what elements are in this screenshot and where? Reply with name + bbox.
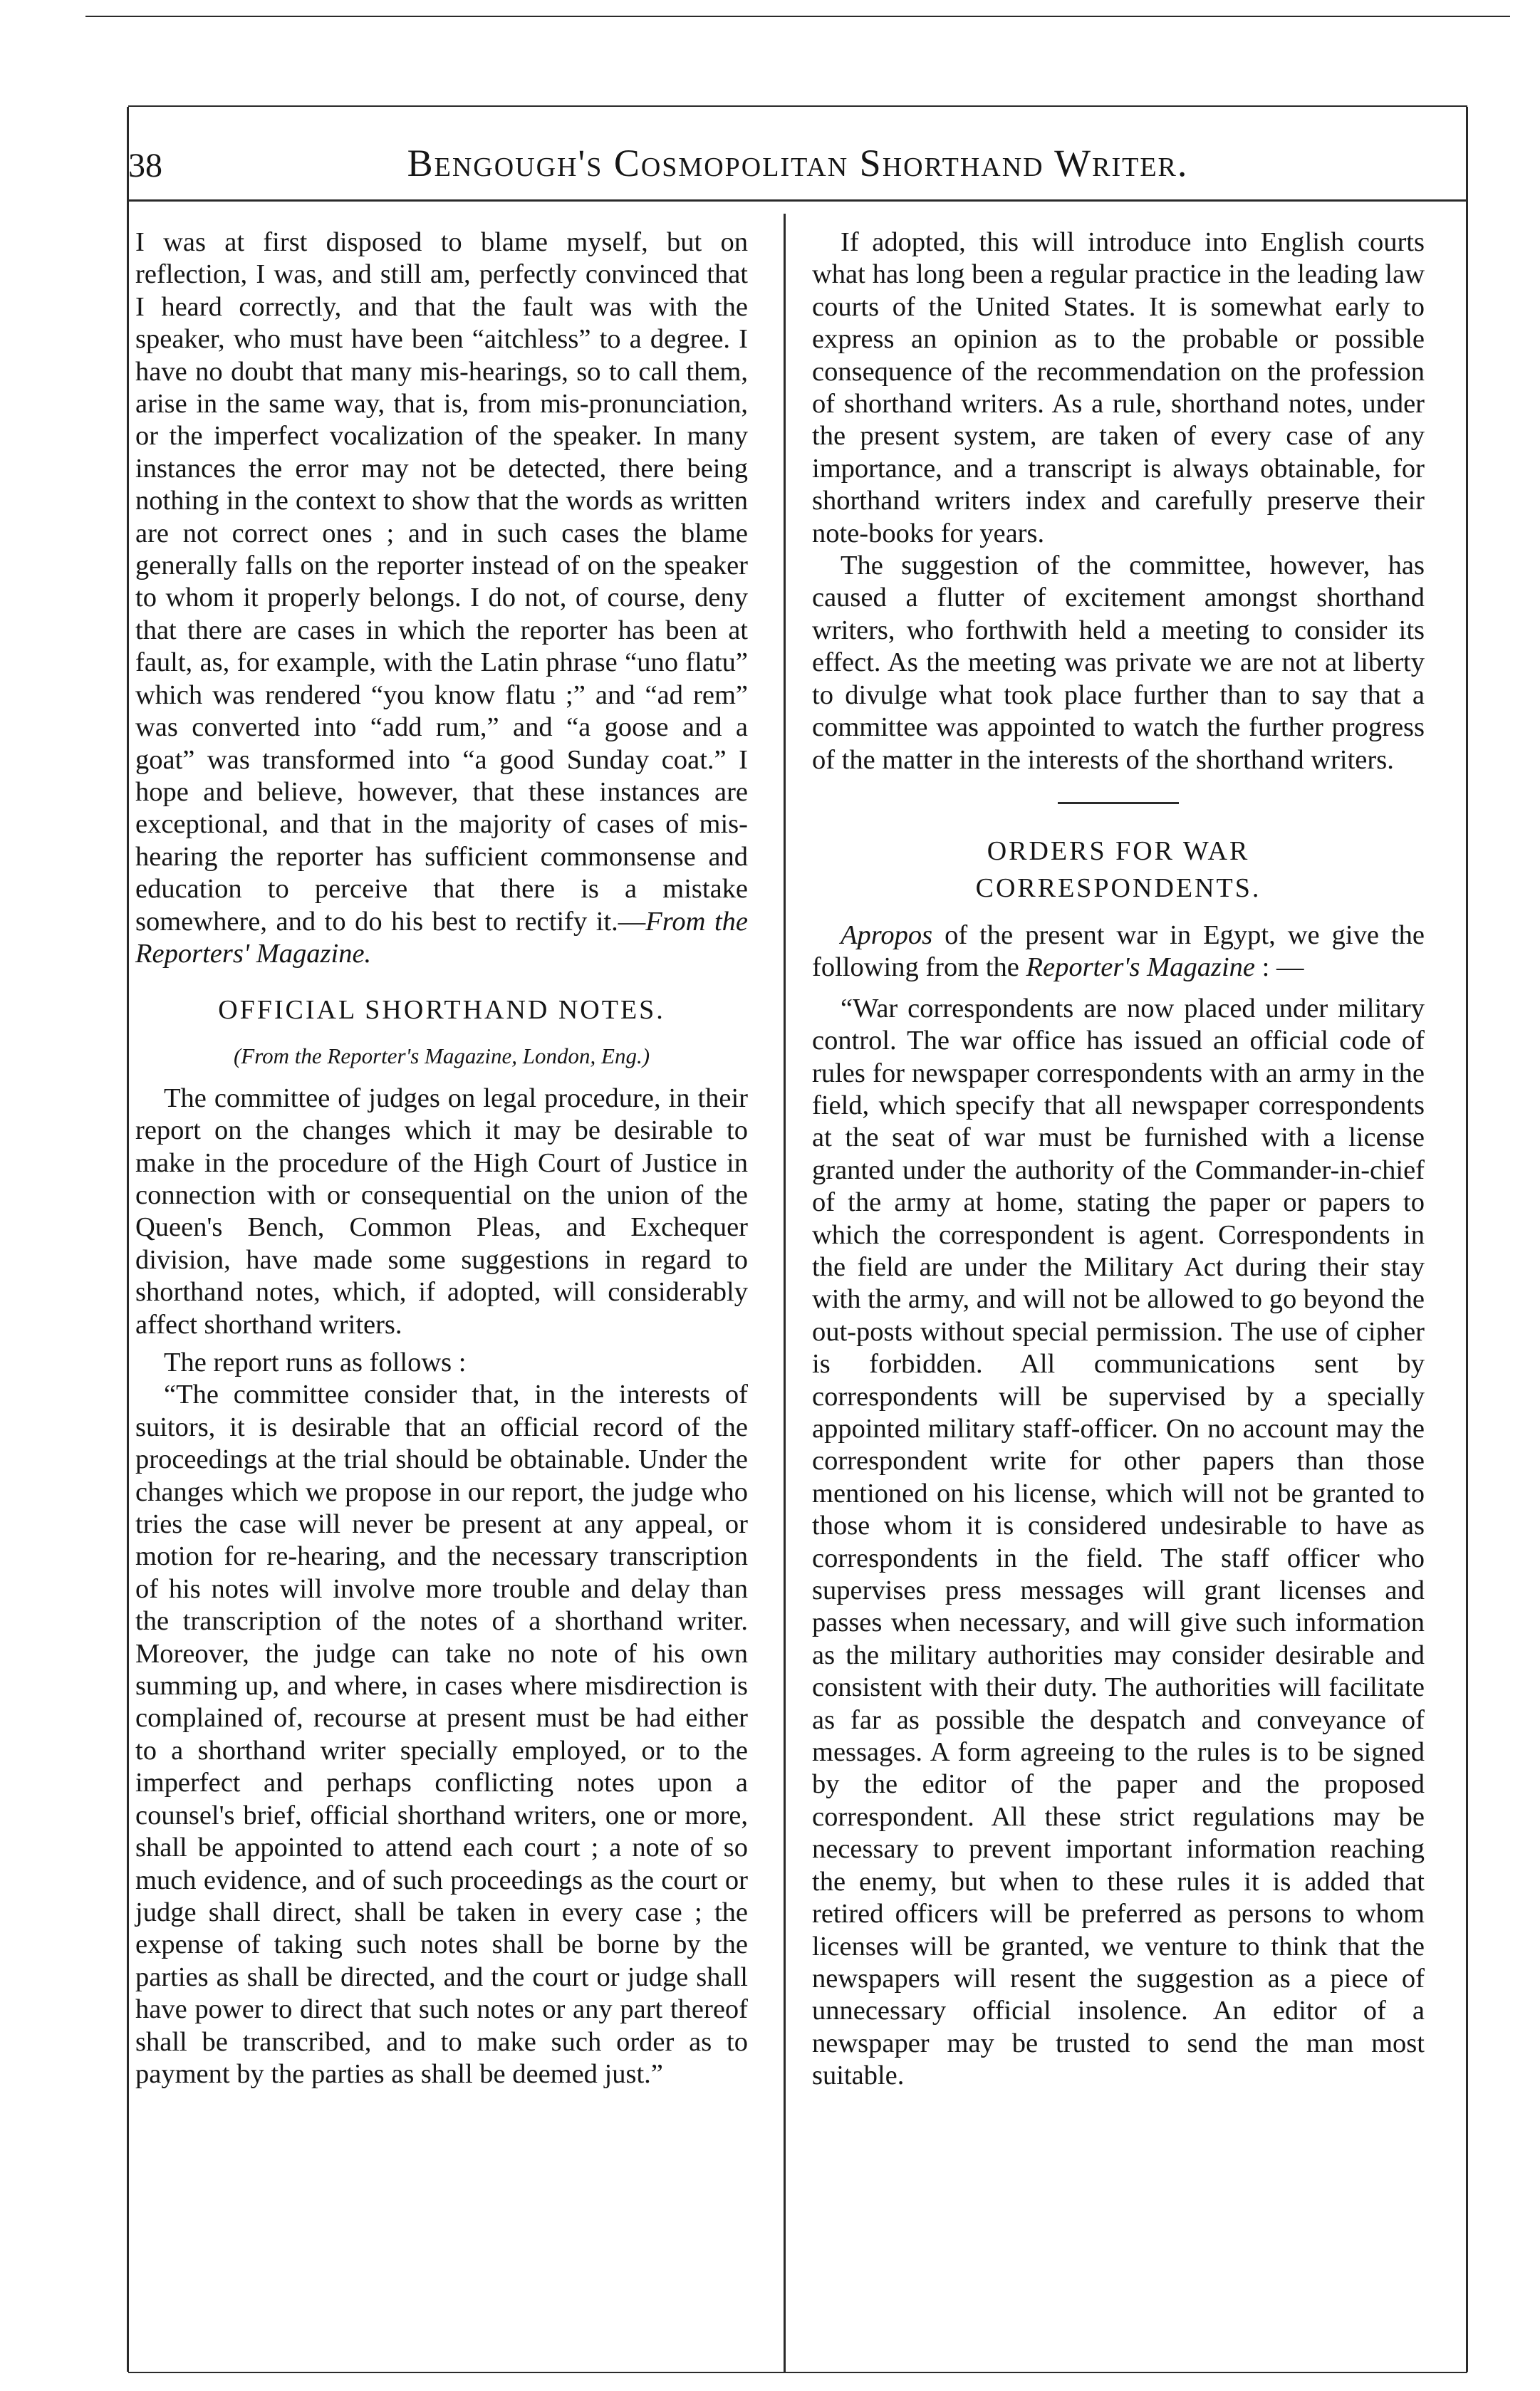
source-citation: Reporter's Magazine: [1026, 952, 1256, 983]
paragraph: The suggestion of the committee, however, has caused a flutter of excitement amongst shorthand writers, who forthwith held a meeting to consider its effect. As the meeting was private we are not at liberty to divulge what took place further than to say that a committee was appointed to watch the further progress of the matter in the interests of the shorthand writers.: [812, 551, 1425, 775]
section-title-war-correspondents: ORDERS FOR WAR CORRESPONDENTS.: [975, 835, 1261, 903]
paragraph-text: of the present war in Egypt, we give the following from the: [812, 920, 1425, 983]
paragraph: The committee of judges on legal procedure, in their report on the changes which it may be desirable to make in the procedure of the High Court of Justice in connection with or consequential on the union of the Queen's Bench, Common Pleas, and Exchequer division, have made some suggestions in regard to shorthand notes, which, if adopted, will considerably affect shorthand writers.: [135, 1083, 748, 1340]
paragraph: The report runs as follows :: [164, 1348, 467, 1377]
right-border-rule: [1466, 107, 1468, 2372]
section-divider: [1058, 802, 1179, 804]
paragraph-text: I was at first disposed to blame myself, but on reflection, I was, and still am, perfectly convinced that I heard correctly, and that the fault was with the speaker, who must have been “aitchless” to a degree. I have no doubt that many mis-hearings, so to call them, arise in the same way, that is, from mis-pronunciation, or the imperfect vocalization of the speaker. In many instances the error may not be detected, there being nothing in the context to show that the words as written are not correct ones ; and in such cases the blame generally falls on the reporter instead of on the speaker to whom it properly belongs. I do not, of course, deny that there are cases in which the reporter has been at fault, as, for example, with the Latin phrase “uno flatu” which was rendered “you know flatu ;” and “ad rem” was converted into “add rum,” and “a goose and a goat” was transformed into “a good Sunday coat.” I hope and believe, however, that these instances are exceptional, and that in the majority of cases of mis-hearing the reporter has sufficient commonsense and education to perceive that there is a mistake somewhere, and to do his best to rectify it.—: [135, 227, 748, 937]
paragraph-text: : —: [1255, 952, 1304, 983]
paragraph: [812, 920, 1425, 984]
bottom-rule: [128, 2372, 1467, 2373]
paragraph: “The committee consider that, in the interests of suitors, it is desirable that an official record of the proceedings at the trial should be obtainable. Under the changes which we propose in our report, the judge who tries the case will never be present at any appeal, or motion for re-hearing, and the necessary transcription of his notes will involve more trouble and delay than the transcription of the notes of a shorthand writer. Moreover, the judge can take no note of his own summing up, and where, in cases where misdirection is complained of, recourse at present must be had either to a shorthand writer specially employed, or to the imperfect and perhaps conflicting notes upon a counsel's brief, official shorthand writers, one or more, shall be appointed to attend each court ; a note of so much evidence, and of such proceedings as the court or judge shall direct, shall be taken in every case ; the expense of taking such notes shall be borne by the parties as shall be directed, and the court or judge shall have power to direct that such notes or any part thereof shall be transcribed, and to make such order as to payment by the parties as shall be deemed just.”: [135, 1380, 748, 2089]
right-column: [812, 226, 1425, 2093]
running-title: Bengough's Cosmopolitan Shorthand Writer.: [407, 142, 1189, 184]
section-source: (From the Reporter's Magazine, London, Eng.): [233, 1043, 650, 1069]
header-bottom-rule: [128, 199, 1467, 202]
left-border-rule: [127, 107, 129, 2372]
section-title-official-shorthand-notes: OFFICIAL SHORTHAND NOTES.: [218, 995, 665, 1026]
source-citation: From the Reporters' Magazine.: [135, 906, 748, 969]
top-rule: [85, 16, 1510, 17]
page-number: 38: [128, 147, 162, 184]
column-divider: [784, 214, 786, 2372]
italic-lead: Apropos: [841, 920, 933, 950]
paragraph: If adopted, this will introduce into English courts what has long been a regular practice in the leading law courts of the United States. It is somewhat early to express an opinion as to the probable or possible consequence of the recommendation on the profession of shorthand writers. As a rule, shorthand notes, under the present system, are taken of every case of any importance, and a transcript is always obtainable, for shorthand writers index and carefully preserve their note-books for years.: [812, 227, 1425, 548]
paragraph: “War correspondents are now placed under military control. The war office has issued an official code of rules for newspaper correspondents with an army in the field, which specify that all newspaper correspondents at the seat of war must be furnished with a license granted under the authority of the Commander-in-chief of the army at home, stating the paper or papers to which the correspondent is agent. Correspondents in the field are under the Military Act during their stay with the army, and will not be allowed to go beyond the out-posts without special permission. The use of cipher is forbidden. All communications sent by correspondents will be supervised by a specially appointed military staff-officer. On no account may the correspondent write for other papers than those mentioned on his license, which will not be granted to those whom it is considered undesirable to have as correspondents in the field. The staff officer who supervises press messages will grant licenses and passes when necessary, and will give such information as the military authorities may consider desirable and consistent with their duty. The authorities will facilitate as far as possible the despatch and conveyance of messages. A form agreeing to the rules is to be signed by the editor of the paper and the proposed correspondent. All these strict regulations may be necessary to prevent important information reaching the enemy, but when to these rules it is added that retired officers will be preferred as persons to whom licenses will be granted, we venture to think that the newspapers will resent the suggestion as a piece of unnecessary official insolence. An editor of a newspaper may be trusted to send the man most suitable.: [812, 993, 1425, 2091]
paragraph: [135, 226, 748, 970]
left-column: [135, 226, 748, 2090]
page-header: [128, 114, 1467, 185]
header-top-rule: [128, 105, 1467, 107]
